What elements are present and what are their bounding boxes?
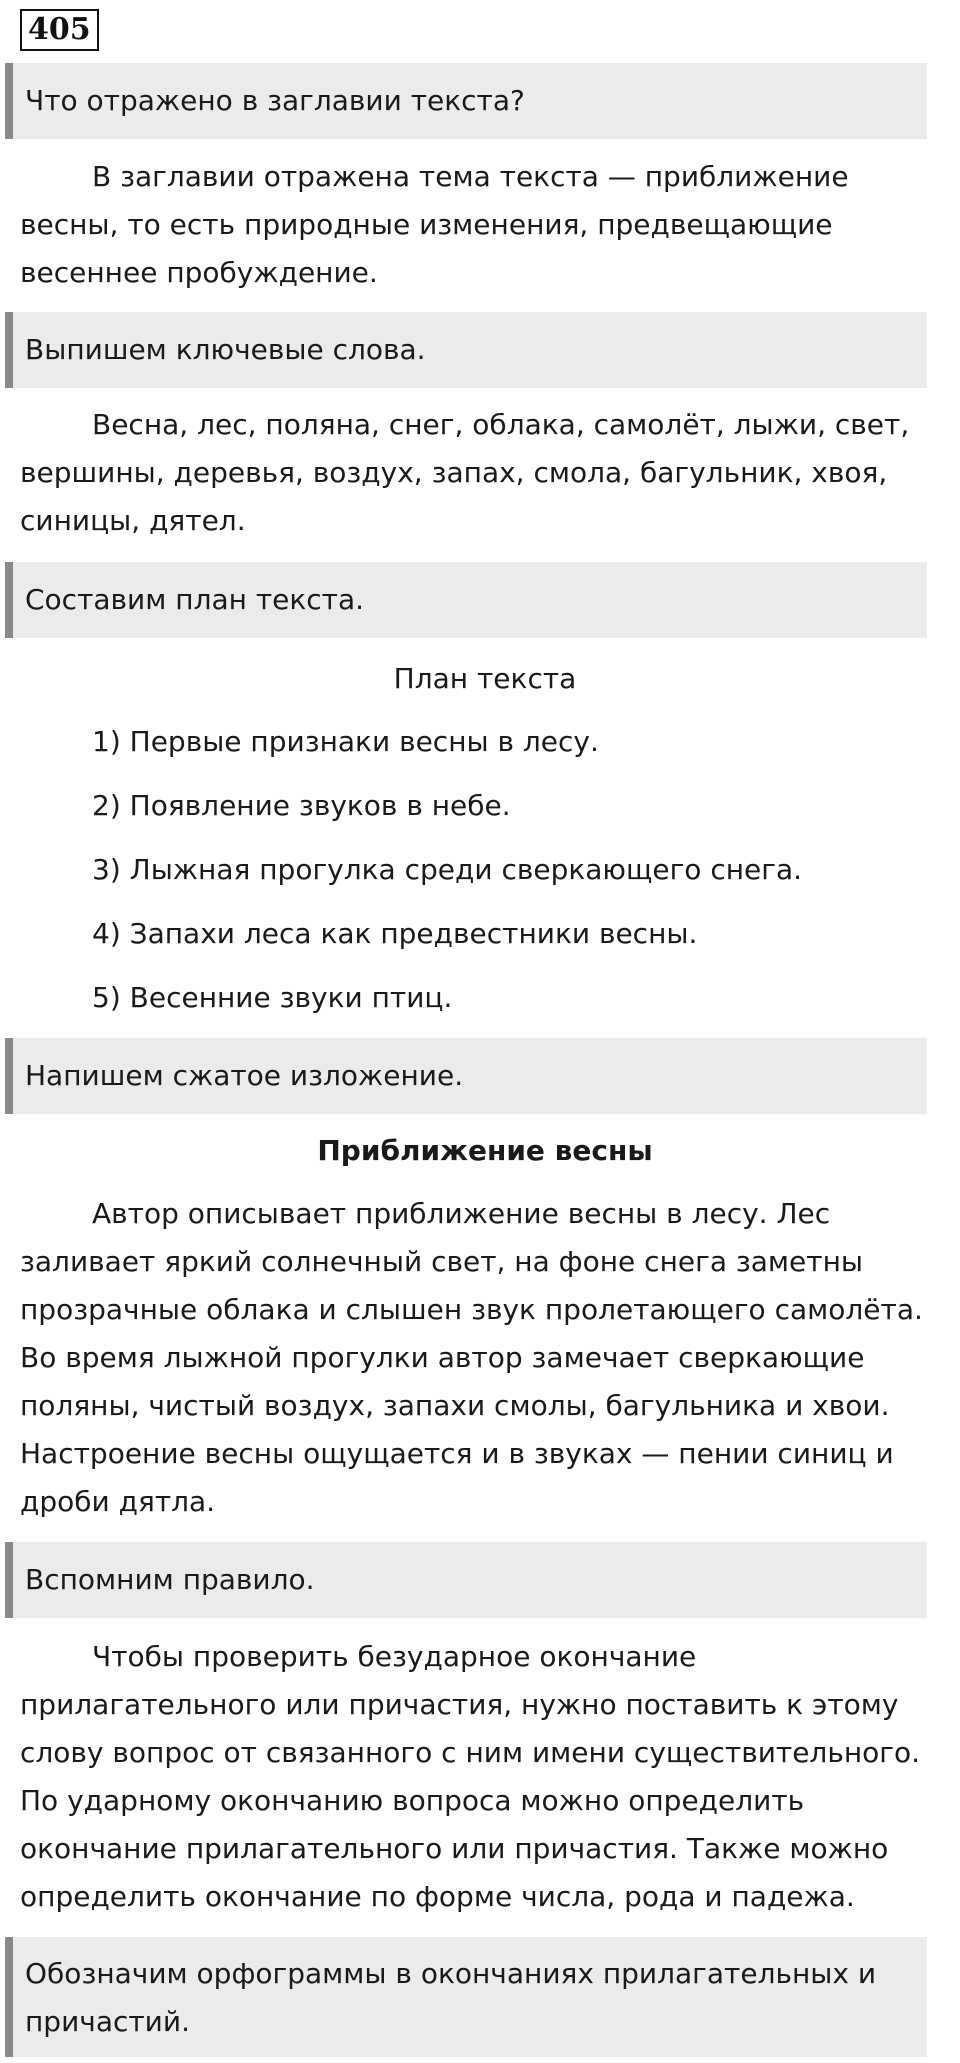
essay-title: Приближение весны [317, 1134, 653, 1167]
question-banner-6 [5, 1937, 927, 2057]
question-banner-5 [5, 1542, 927, 1618]
question-5: Вспомним правило. [25, 1563, 315, 1596]
plan-item-3: 3) Лыжная прогулка среди сверкающего снега. [92, 853, 803, 886]
plan-item-1: 1) Первые признаки весны в лесу. [92, 725, 599, 758]
plan-item-5: 5) Весенние звуки птиц. [92, 981, 453, 1014]
question-2: Выпишем ключевые слова. [25, 333, 426, 366]
plan-item-4: 4) Запахи леса как предвестники весны. [92, 917, 698, 950]
question-banner-2 [5, 312, 927, 388]
question-6: Обозначим орфограммы в окончаниях прилагательных и причастий. [25, 1957, 877, 2038]
question-banner-1 [5, 63, 927, 139]
question-banner-3 [5, 562, 927, 638]
plan-title: План текста [393, 662, 577, 695]
exercise-number: 405 [20, 9, 99, 51]
answer-2: Весна, лес, поляна, снег, облака, самолёт, лыжи, свет, вершины, деревья, воздух, запах, смола, багульник, хвоя, синицы, дятел. [20, 408, 910, 537]
essay-text: Автор описывает приближение весны в лесу. Лес заливает яркий солнечный свет, на фоне снега заметны прозрачные облака и слышен звук пролетающего самолёта. Во время лыжной прогулки автор замечает сверкающие поляны, чистый воздух, запахи смолы, багульника и хвои. Настроение весны ощущается и в звуках — пении синиц и дроби дятла. [20, 1197, 923, 1518]
answer-1: В заглавии отражена тема текста — приближение весны, то есть природные изменения, предвещающие весеннее пробуждение. [20, 160, 849, 289]
question-3: Составим план текста. [25, 583, 365, 616]
question-banner-4 [5, 1038, 927, 1114]
plan-item-2: 2) Появление звуков в небе. [92, 789, 511, 822]
question-1: Что отражено в заглавии текста? [25, 84, 525, 117]
question-4: Напишем сжатое изложение. [25, 1059, 464, 1092]
rule-text: Чтобы проверить безударное окончание прилагательного или причастия, нужно поставить к этому слову вопрос от связанного с ним имени существительного. По ударному окончанию вопроса можно определить окончание прилагательного или причастия. Также можно определить окончание по форме числа, рода и падежа. [20, 1640, 921, 1913]
